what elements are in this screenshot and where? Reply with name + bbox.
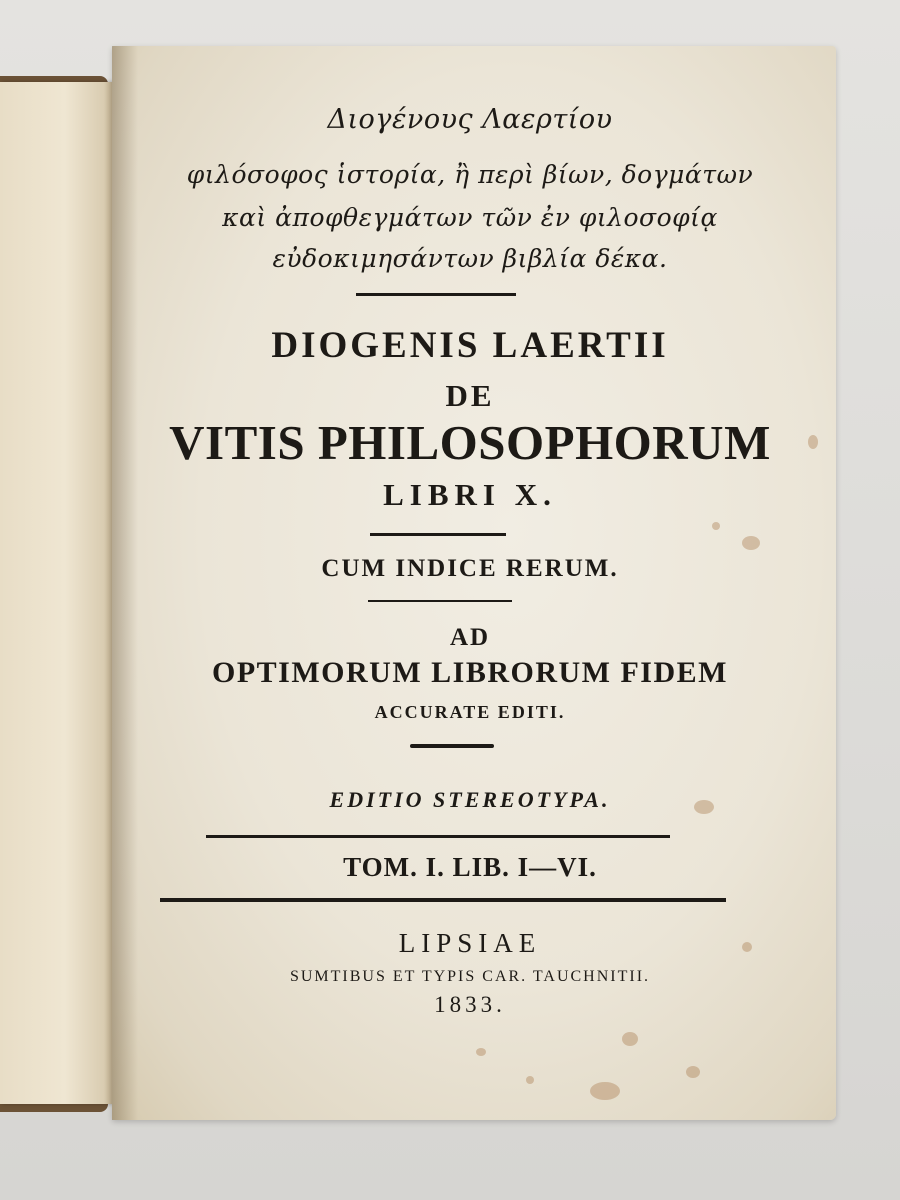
foxing-spot — [712, 522, 720, 530]
edition-line: EDITIO STEREOTYPA. — [329, 787, 611, 812]
author-name: DIOGENIS LAERTII — [271, 325, 669, 366]
foxing-spot — [526, 1076, 534, 1084]
volume-line: TOM. I. LIB. I—VI. — [343, 852, 597, 882]
imprint-place: LIPSIAE — [398, 928, 542, 958]
greek-title-line-3: καὶ ἀποφθεγμάτων τῶν ἐν φιλοσοφίᾳ — [222, 203, 718, 232]
ad-line: AD — [449, 624, 491, 651]
foxing-spot — [622, 1032, 638, 1046]
imprint-publisher: SUMTIBUS ET TYPIS CAR. TAUCHNITII. — [289, 968, 651, 985]
work-title: VITIS PHILOSOPHORUM — [169, 415, 771, 470]
greek-title-line-2: φιλόσοφος ἱστορία, ἢ περὶ βίων, δογμάτων — [186, 160, 754, 189]
divider-rule — [410, 744, 494, 748]
imprint-year: 1833. — [434, 992, 506, 1017]
books-count: LIBRI X. — [383, 477, 557, 512]
left-page-edge — [0, 82, 118, 1104]
foxing-spot — [590, 1082, 620, 1100]
foxing-spot — [686, 1066, 700, 1078]
greek-title-line-4: εὐδοκιμησάντων βιβλία δέκα. — [272, 244, 668, 273]
divider-rule — [160, 898, 726, 902]
divider-rule — [356, 293, 516, 296]
index-note: CUM INDICE RERUM. — [321, 555, 619, 582]
divider-rule — [370, 533, 506, 536]
accurate-line: ACCURATE EDITI. — [374, 702, 566, 722]
divider-rule — [368, 600, 512, 602]
title-de: DE — [445, 378, 495, 413]
fidem-line: OPTIMORUM LIBRORUM FIDEM — [212, 656, 728, 689]
divider-rule — [206, 835, 670, 838]
foxing-spot — [476, 1048, 486, 1056]
page-gutter-shadow — [112, 46, 138, 1120]
foxing-spot — [742, 536, 760, 550]
greek-title-line-1: Διογένους Λαερτίου — [327, 104, 613, 135]
foxing-spot — [808, 435, 818, 449]
